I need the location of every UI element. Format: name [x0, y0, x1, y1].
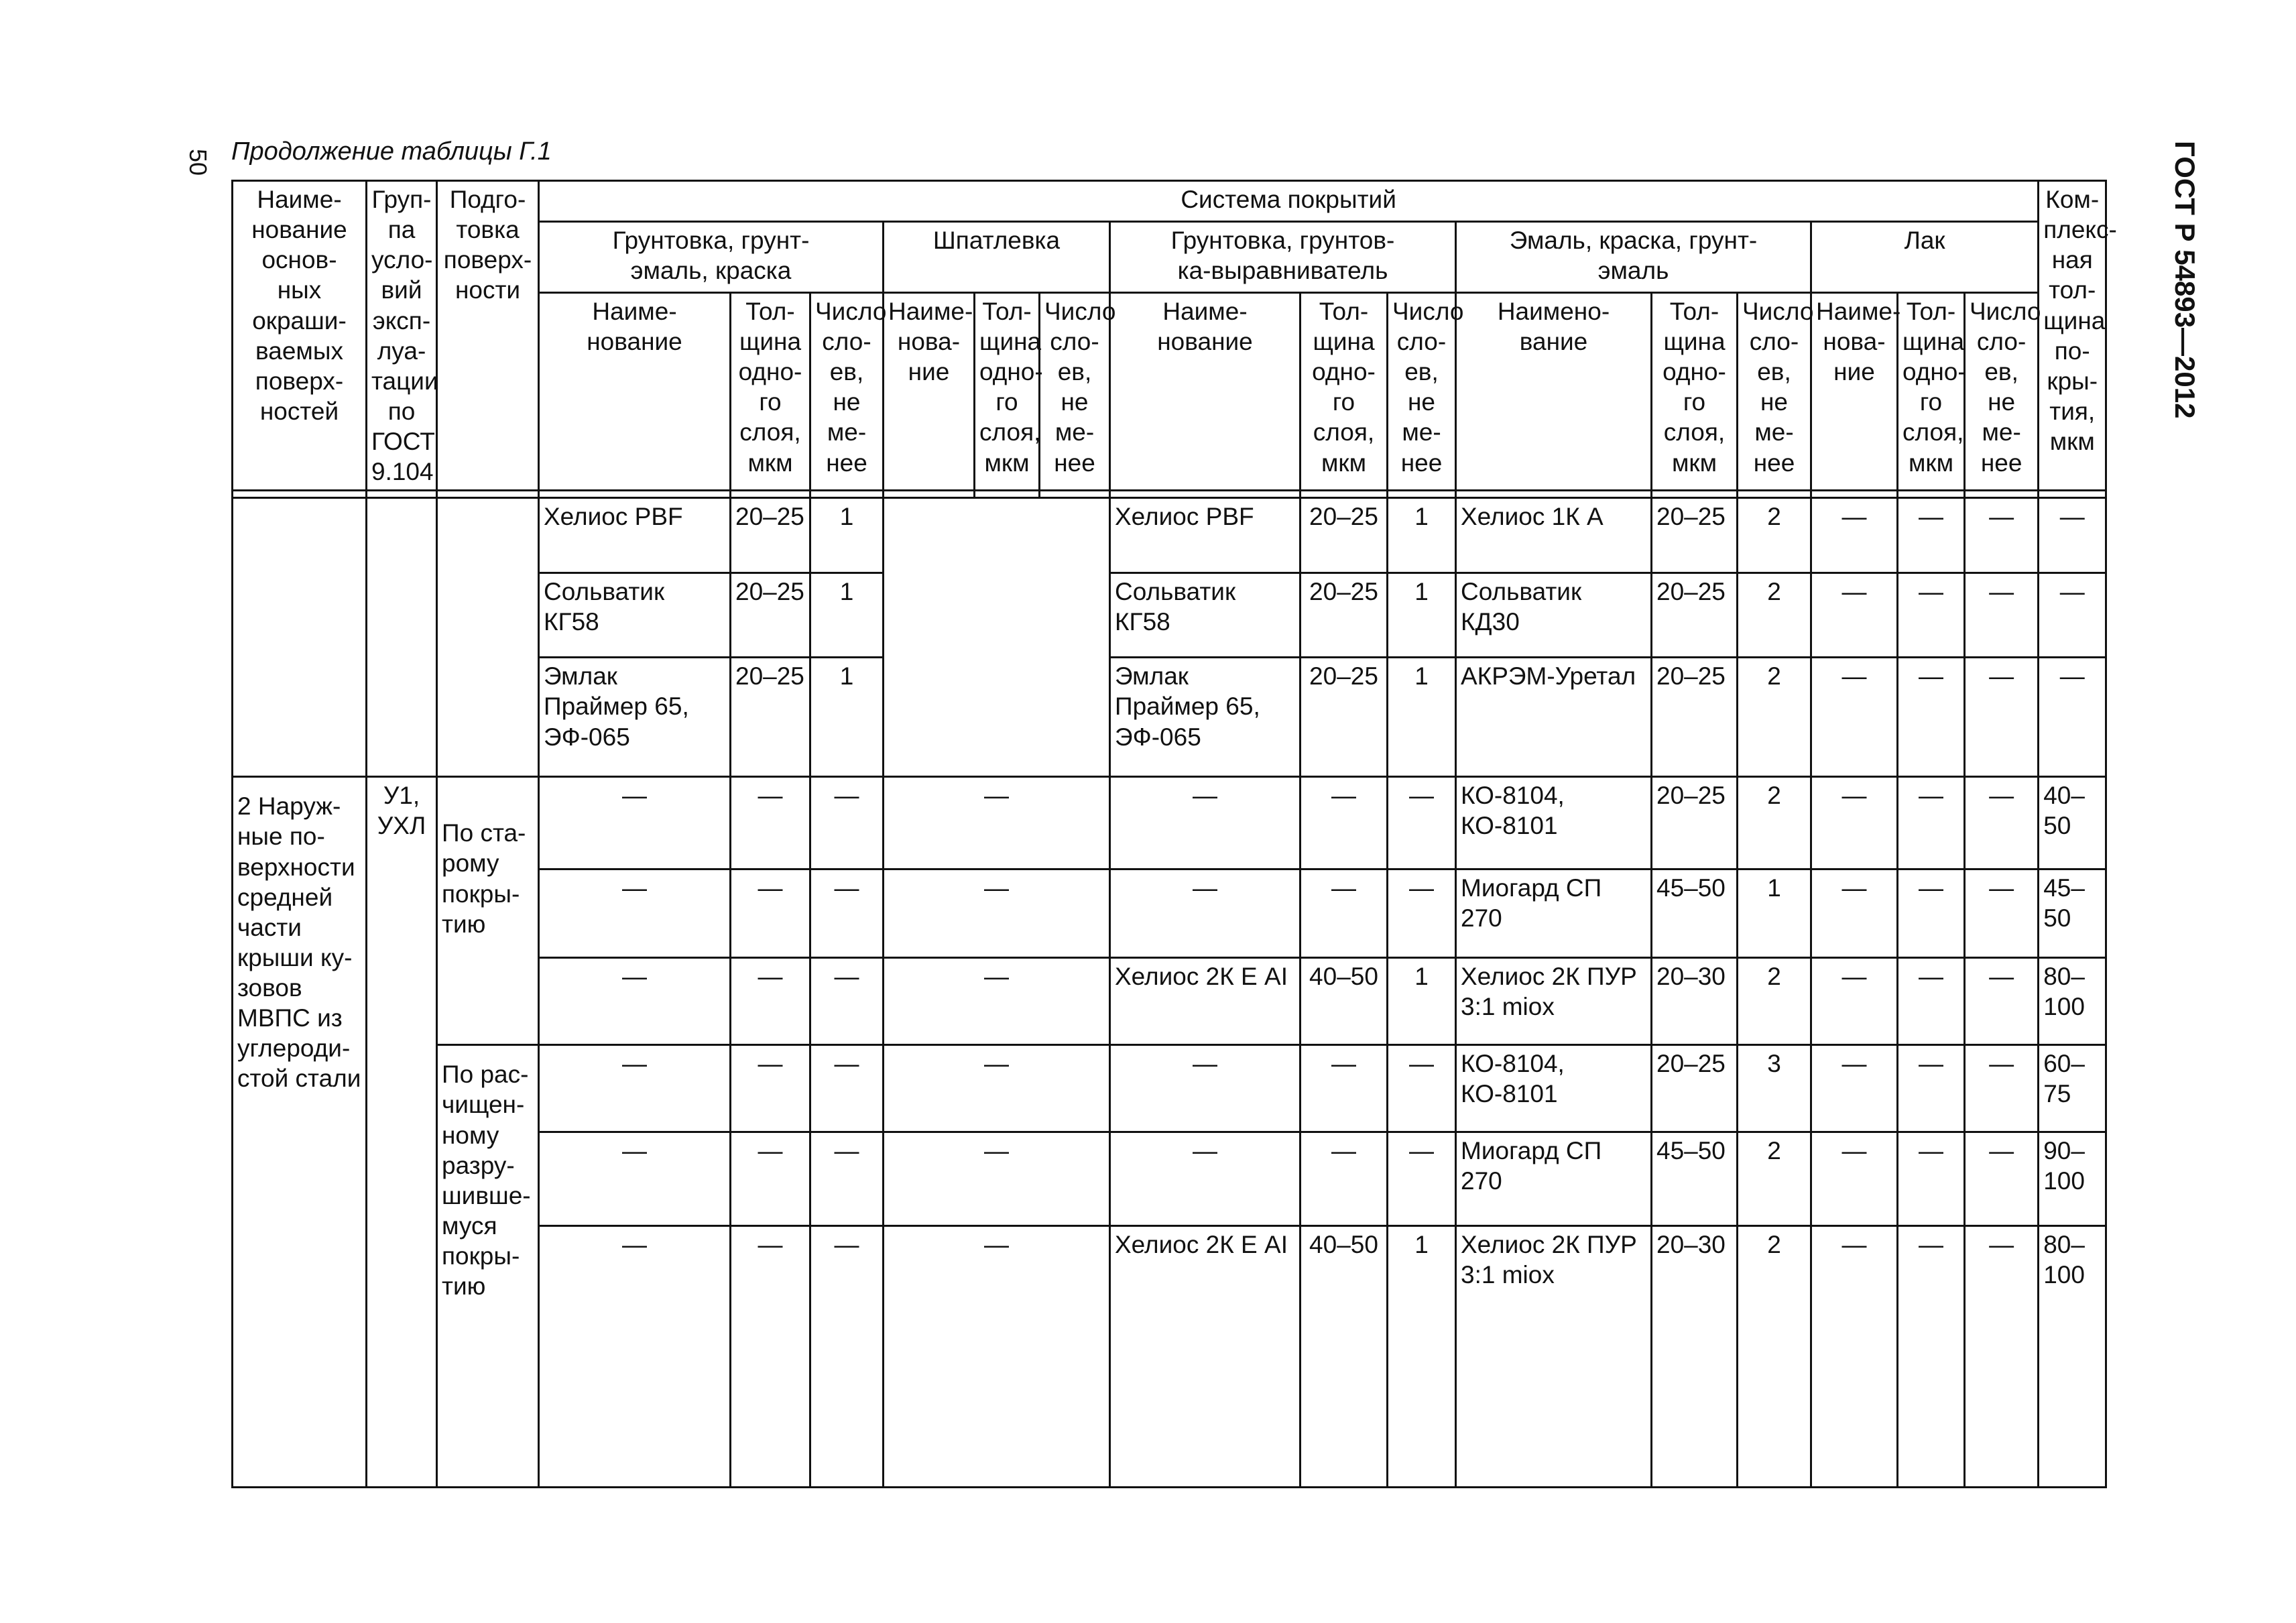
- header-leveler: Грунтовка, грунтов- ка-выравниватель: [1110, 221, 1456, 292]
- enamel-layers: 2: [1738, 958, 1811, 1045]
- enamel-layers: 3: [1738, 1045, 1811, 1132]
- header-group: Груп- па усло- вий эксп- луа- тации по ГОСТ 9.104: [367, 181, 437, 491]
- lacquer-layers: —: [1965, 658, 2039, 777]
- primer-thickness: —: [731, 1226, 810, 1488]
- enamel-layers: 2: [1738, 777, 1811, 869]
- enamel-layers: 2: [1738, 1132, 1811, 1226]
- surface-name: 2 Наруж- ные по- верхности средней части крыши ку- зовов МВПС из углероди- стой стали: [233, 777, 367, 1488]
- total-thickness: 60–75: [2039, 1045, 2106, 1132]
- lacquer-name: —: [1811, 498, 1898, 573]
- leveler-name: —: [1110, 869, 1301, 958]
- lacquer-thickness: —: [1898, 658, 1965, 777]
- leveler-thickness: —: [1301, 1045, 1388, 1132]
- primer-layers: —: [810, 1226, 884, 1488]
- leveler-thickness: 40–50: [1301, 958, 1388, 1045]
- total-thickness: 45–50: [2039, 869, 2106, 958]
- lacquer-layers: —: [1965, 777, 2039, 869]
- header-leveler-name: Наиме- нование: [1110, 292, 1301, 490]
- enamel-thickness: 45–50: [1652, 1132, 1738, 1226]
- putty: —: [884, 1226, 1110, 1488]
- enamel-thickness: 20–25: [1652, 658, 1738, 777]
- primer-name: —: [539, 1045, 731, 1132]
- header-leveler-layers: Число сло- ев, не ме- нее: [1388, 292, 1456, 490]
- putty: —: [884, 869, 1110, 958]
- leveler-name: —: [1110, 1045, 1301, 1132]
- putty: —: [884, 1045, 1110, 1132]
- enamel-name: КО-8104, КО-8101: [1456, 777, 1652, 869]
- header-putty: Шпатлевка: [884, 221, 1110, 292]
- primer-thickness: 20–25: [731, 658, 810, 777]
- putty: —: [884, 958, 1110, 1045]
- lacquer-layers: —: [1965, 1226, 2039, 1488]
- enamel-layers: 1: [1738, 869, 1811, 958]
- header-total: Ком- плекс- ная тол- щина по- кры- тия, мкм: [2039, 181, 2106, 491]
- header-enamel-name: Наимено- вание: [1456, 292, 1652, 490]
- leveler-thickness: 20–25: [1301, 573, 1388, 658]
- enamel-name: КО-8104, КО-8101: [1456, 1045, 1652, 1132]
- lacquer-layers: —: [1965, 573, 2039, 658]
- lacquer-thickness: —: [1898, 573, 1965, 658]
- enamel-thickness: 20–30: [1652, 958, 1738, 1045]
- header-primer: Грунтовка, грунт- эмаль, краска: [539, 221, 884, 292]
- primer-layers: 1: [810, 573, 884, 658]
- lacquer-name: —: [1811, 777, 1898, 869]
- lacquer-name: —: [1811, 658, 1898, 777]
- primer-layers: 1: [810, 658, 884, 777]
- header-separator: [233, 491, 2106, 498]
- total-thickness: 80–100: [2039, 1226, 2106, 1488]
- primer-name: Эмлак Праймер 65, ЭФ-065: [539, 658, 731, 777]
- primer-thickness: —: [731, 1132, 810, 1226]
- header-surface: Наиме- нование основ- ных окраши- ваемых поверх- ностей: [233, 181, 367, 491]
- primer-name: —: [539, 958, 731, 1045]
- primer-name: Сольватик КГ58: [539, 573, 731, 658]
- leveler-thickness: 40–50: [1301, 1226, 1388, 1488]
- primer-layers: —: [810, 958, 884, 1045]
- leveler-thickness: —: [1301, 1132, 1388, 1226]
- primer-layers: —: [810, 1132, 884, 1226]
- total-thickness: —: [2039, 573, 2106, 658]
- header-primer-name: Наиме- нование: [539, 292, 731, 490]
- table-row: [233, 777, 2106, 869]
- leveler-layers: —: [1388, 1132, 1456, 1226]
- primer-layers: —: [810, 869, 884, 958]
- enamel-thickness: 20–25: [1652, 573, 1738, 658]
- total-thickness: 90–100: [2039, 1132, 2106, 1226]
- leveler-thickness: 20–25: [1301, 498, 1388, 573]
- leveler-name: Хелиос 2К Е АI: [1110, 958, 1301, 1045]
- total-thickness: 40–50: [2039, 777, 2106, 869]
- primer-thickness: 20–25: [731, 498, 810, 573]
- total-thickness: —: [2039, 658, 2106, 777]
- lacquer-name: —: [1811, 573, 1898, 658]
- header-enamel-layers: Число сло- ев, не ме- нее: [1738, 292, 1811, 490]
- header-primer-thickness: Тол- щина одно- го слоя, мкм: [731, 292, 810, 490]
- primer-name: —: [539, 777, 731, 869]
- coating-table: [231, 180, 2117, 1488]
- lacquer-name: —: [1811, 1226, 1898, 1488]
- leveler-name: Хелиос 2К Е АI: [1110, 1226, 1301, 1488]
- prep-old-coating: По ста- рому покры- тию: [437, 777, 539, 1045]
- table-caption: Продолжение таблицы Г.1: [231, 137, 552, 166]
- lacquer-layers: —: [1965, 1132, 2039, 1226]
- enamel-layers: 2: [1738, 1226, 1811, 1488]
- lacquer-thickness: —: [1898, 1132, 1965, 1226]
- header-enamel-thickness: Тол- щина одно- го слоя, мкм: [1652, 292, 1738, 490]
- header-prep: Подго- товка поверх- ности: [437, 181, 539, 491]
- header-system: Система покрытий: [539, 181, 2039, 222]
- enamel-layers: 2: [1738, 498, 1811, 573]
- standard-code: ГОСТ Р 54893—2012: [2169, 141, 2201, 419]
- header-lacquer-layers: Число сло- ев, не ме- нее: [1965, 292, 2039, 490]
- header-lacquer-name: Наиме- нова- ние: [1811, 292, 1898, 490]
- lacquer-thickness: —: [1898, 869, 1965, 958]
- leveler-layers: 1: [1388, 498, 1456, 573]
- primer-thickness: 20–25: [731, 573, 810, 658]
- primer-layers: —: [810, 777, 884, 869]
- leveler-layers: 1: [1388, 1226, 1456, 1488]
- lacquer-thickness: —: [1898, 958, 1965, 1045]
- leveler-layers: —: [1388, 777, 1456, 869]
- lacquer-thickness: —: [1898, 1226, 1965, 1488]
- page-number: 50: [184, 148, 212, 176]
- lacquer-name: —: [1811, 1045, 1898, 1132]
- header-putty-name: Наиме- нова- ние: [884, 292, 975, 490]
- enamel-name: АКРЭМ-Уретал: [1456, 658, 1652, 777]
- leveler-thickness: —: [1301, 869, 1388, 958]
- leveler-name: —: [1110, 777, 1301, 869]
- enamel-thickness: 20–30: [1652, 1226, 1738, 1488]
- enamel-thickness: 20–25: [1652, 777, 1738, 869]
- enamel-name: Хелиос 2К ПУР 3:1 miox: [1456, 958, 1652, 1045]
- lacquer-name: —: [1811, 1132, 1898, 1226]
- total-thickness: 80–100: [2039, 958, 2106, 1045]
- leveler-name: Сольватик КГ58: [1110, 573, 1301, 658]
- putty: —: [884, 777, 1110, 869]
- table-row: [233, 1045, 2106, 1132]
- leveler-name: Эмлак Праймер 65, ЭФ-065: [1110, 658, 1301, 777]
- header-putty-layers: Число сло- ев, не ме- нее: [1040, 292, 1110, 490]
- primer-name: Хелиос PBF: [539, 498, 731, 573]
- leveler-layers: 1: [1388, 573, 1456, 658]
- putty-empty: [884, 498, 1110, 777]
- lacquer-thickness: —: [1898, 1045, 1965, 1132]
- lacquer-thickness: —: [1898, 498, 1965, 573]
- enamel-thickness: 20–25: [1652, 1045, 1738, 1132]
- primer-thickness: —: [731, 958, 810, 1045]
- lacquer-layers: —: [1965, 869, 2039, 958]
- enamel-thickness: 20–25: [1652, 498, 1738, 573]
- leveler-thickness: 20–25: [1301, 658, 1388, 777]
- leveler-layers: 1: [1388, 658, 1456, 777]
- leveler-layers: 1: [1388, 958, 1456, 1045]
- header-lacquer: Лак: [1811, 221, 2039, 292]
- primer-name: —: [539, 1226, 731, 1488]
- header-putty-thickness: Тол- щина одно- го слоя, мкм: [975, 292, 1040, 490]
- leveler-layers: —: [1388, 869, 1456, 958]
- leveler-name: —: [1110, 1132, 1301, 1226]
- enamel-name: Хелиос 2К ПУР 3:1 miox: [1456, 1226, 1652, 1488]
- primer-layers: —: [810, 1045, 884, 1132]
- lacquer-layers: —: [1965, 958, 2039, 1045]
- enamel-name: Сольватик КД30: [1456, 573, 1652, 658]
- putty: —: [884, 1132, 1110, 1226]
- total-thickness: —: [2039, 498, 2106, 573]
- header-leveler-thickness: Тол- щина одно- го слоя, мкм: [1301, 292, 1388, 490]
- header-primer-layers: Число сло- ев, не ме- нее: [810, 292, 884, 490]
- leveler-name: Хелиос PBF: [1110, 498, 1301, 573]
- primer-name: —: [539, 869, 731, 958]
- lacquer-layers: —: [1965, 1045, 2039, 1132]
- header-enamel: Эмаль, краска, грунт- эмаль: [1456, 221, 1811, 292]
- enamel-thickness: 45–50: [1652, 869, 1738, 958]
- primer-thickness: —: [731, 1045, 810, 1132]
- lacquer-name: —: [1811, 958, 1898, 1045]
- lacquer-name: —: [1811, 869, 1898, 958]
- primer-thickness: —: [731, 869, 810, 958]
- header-lacquer-thickness: Тол- щина одно- го слоя, мкм: [1898, 292, 1965, 490]
- primer-name: —: [539, 1132, 731, 1226]
- leveler-layers: —: [1388, 1045, 1456, 1132]
- enamel-name: Хелиос 1К А: [1456, 498, 1652, 573]
- table-row: [233, 498, 2106, 573]
- leveler-thickness: —: [1301, 777, 1388, 869]
- lacquer-layers: —: [1965, 498, 2039, 573]
- primer-layers: 1: [810, 498, 884, 573]
- primer-thickness: —: [731, 777, 810, 869]
- lacquer-thickness: —: [1898, 777, 1965, 869]
- enamel-name: Миогард СП 270: [1456, 869, 1652, 958]
- enamel-name: Миогард СП 270: [1456, 1132, 1652, 1226]
- enamel-layers: 2: [1738, 573, 1811, 658]
- operating-group: У1, УХЛ: [367, 777, 437, 1488]
- prep-cleaned-coating: По рас- чищен- ному разру- шивше- муся покры- тию: [437, 1045, 539, 1488]
- enamel-layers: 2: [1738, 658, 1811, 777]
